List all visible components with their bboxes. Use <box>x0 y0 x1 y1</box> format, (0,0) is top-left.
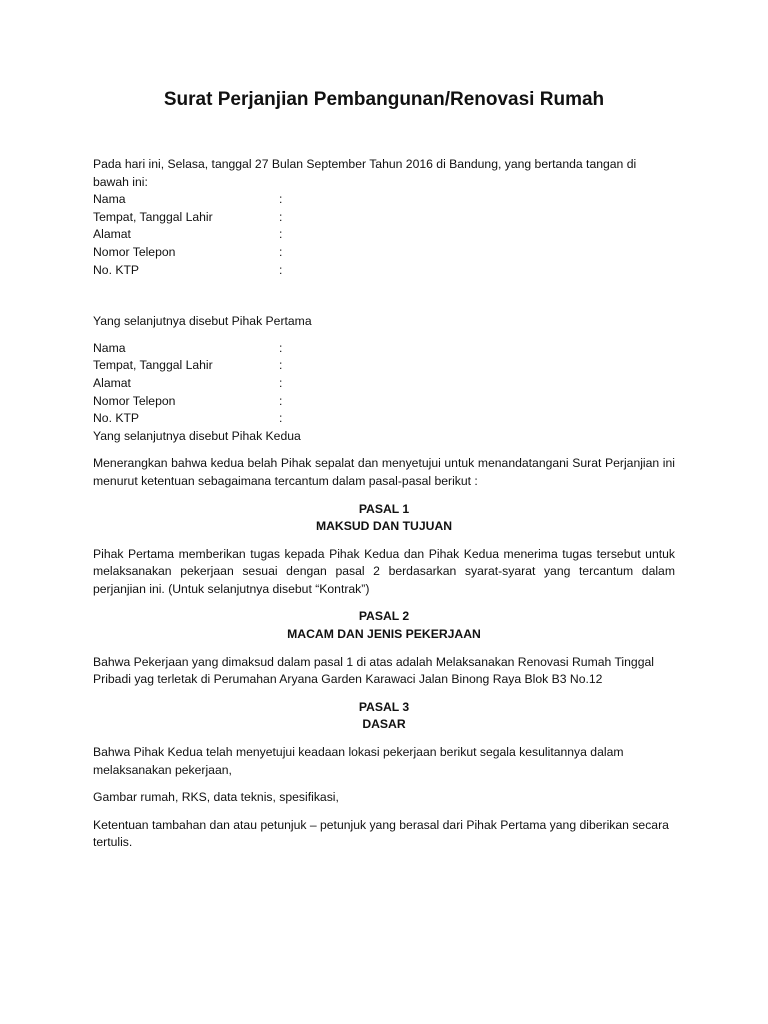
field-row <box>93 262 675 280</box>
field-row <box>93 244 675 262</box>
field-label: Nomor Telepon <box>93 244 176 259</box>
field-label: Nama <box>93 192 126 207</box>
field-colon: : <box>279 358 283 373</box>
pasal2-number: PASAL 2 <box>358 609 410 624</box>
statement-paragraph: Menerangkan bahwa kedua belah Pihak sepalat dan menyetujui untuk menandatangani Surat Perjanjian ini menurut ketentuan sebagaimana tercantum dalam pasal-pasal berikut : <box>93 456 675 488</box>
pasal2-text: Bahwa Pekerjaan yang dimaksud dalam pasal 1 di atas adalah Melaksanakan Renovasi Rumah Tinggal Pribadi yag terletak di Perumahan Aryana Garden Karawaci Jalan Binong Raya Blok B3 No.12 <box>93 654 654 687</box>
document-body <box>93 156 675 852</box>
pasal3-number: PASAL 3 <box>358 699 410 714</box>
pasal2-heading: MACAM DAN JENIS PEKERJAAN <box>287 627 481 642</box>
field-row <box>93 375 675 393</box>
field-colon: : <box>279 375 283 390</box>
field-colon: : <box>279 411 283 426</box>
field-row <box>93 357 675 375</box>
pasal1-heading: MAKSUD DAN TUJUAN <box>315 519 453 534</box>
field-label: No. KTP <box>93 262 140 277</box>
field-label: Tempat, Tanggal Lahir <box>93 358 213 373</box>
field-colon: : <box>279 192 283 207</box>
field-label: Alamat <box>93 375 131 390</box>
field-colon: : <box>279 209 283 224</box>
intro-paragraph: Pada hari ini, Selasa, tanggal 27 Bulan September Tahun 2016 di Bandung, yang bertanda tangan di bawah ini: <box>93 157 637 189</box>
party1-fields <box>93 191 675 279</box>
party1-note: Yang selanjutnya disebut Pihak Pertama <box>93 314 312 329</box>
field-row <box>93 393 675 411</box>
field-colon: : <box>279 340 283 355</box>
document-title: Surat Perjanjian Pembangunan/Renovasi Rumah <box>163 89 605 110</box>
field-colon: : <box>279 244 283 259</box>
field-colon: : <box>279 227 283 242</box>
field-label: Nomor Telepon <box>93 393 176 408</box>
pasal3-text3: Ketentuan tambahan dan atau petunjuk – petunjuk yang berasal dari Pihak Pertama yang diberikan secara tertulis. <box>93 817 669 850</box>
party2-note: Yang selanjutnya disebut Pihak Kedua <box>93 428 301 443</box>
field-colon: : <box>279 393 283 408</box>
field-label: Alamat <box>93 227 131 242</box>
pasal1-number: PASAL 1 <box>358 501 410 516</box>
field-row <box>93 340 675 358</box>
field-label: No. KTP <box>93 411 140 426</box>
field-row <box>93 191 675 209</box>
pasal3-heading: DASAR <box>362 717 406 732</box>
field-row <box>93 226 675 244</box>
pasal3-text1: Bahwa Pihak Kedua telah menyetujui keadaan lokasi pekerjaan berikut segala kesulitannya dalam melaksanakan pekerjaan, <box>93 745 624 777</box>
pasal3-text2: Gambar rumah, RKS, data teknis, spesifikasi, <box>93 790 339 805</box>
pasal1-text: Pihak Pertama memberikan tugas kepada Pihak Kedua dan Pihak Kedua menerima tugas tersebut untuk melaksanakan pekerjaan sesuai dengan pasal 2 berdasarkan syarat-syarat yang tercantum dalam perjanjian ini. (Untuk selanjutnya disebut “Kontrak”) <box>93 546 675 596</box>
field-label: Tempat, Tanggal Lahir <box>93 209 213 224</box>
field-label: Nama <box>93 340 126 355</box>
field-colon: : <box>279 262 283 277</box>
field-row <box>93 209 675 227</box>
field-row <box>93 410 675 428</box>
party2-fields <box>93 340 675 428</box>
